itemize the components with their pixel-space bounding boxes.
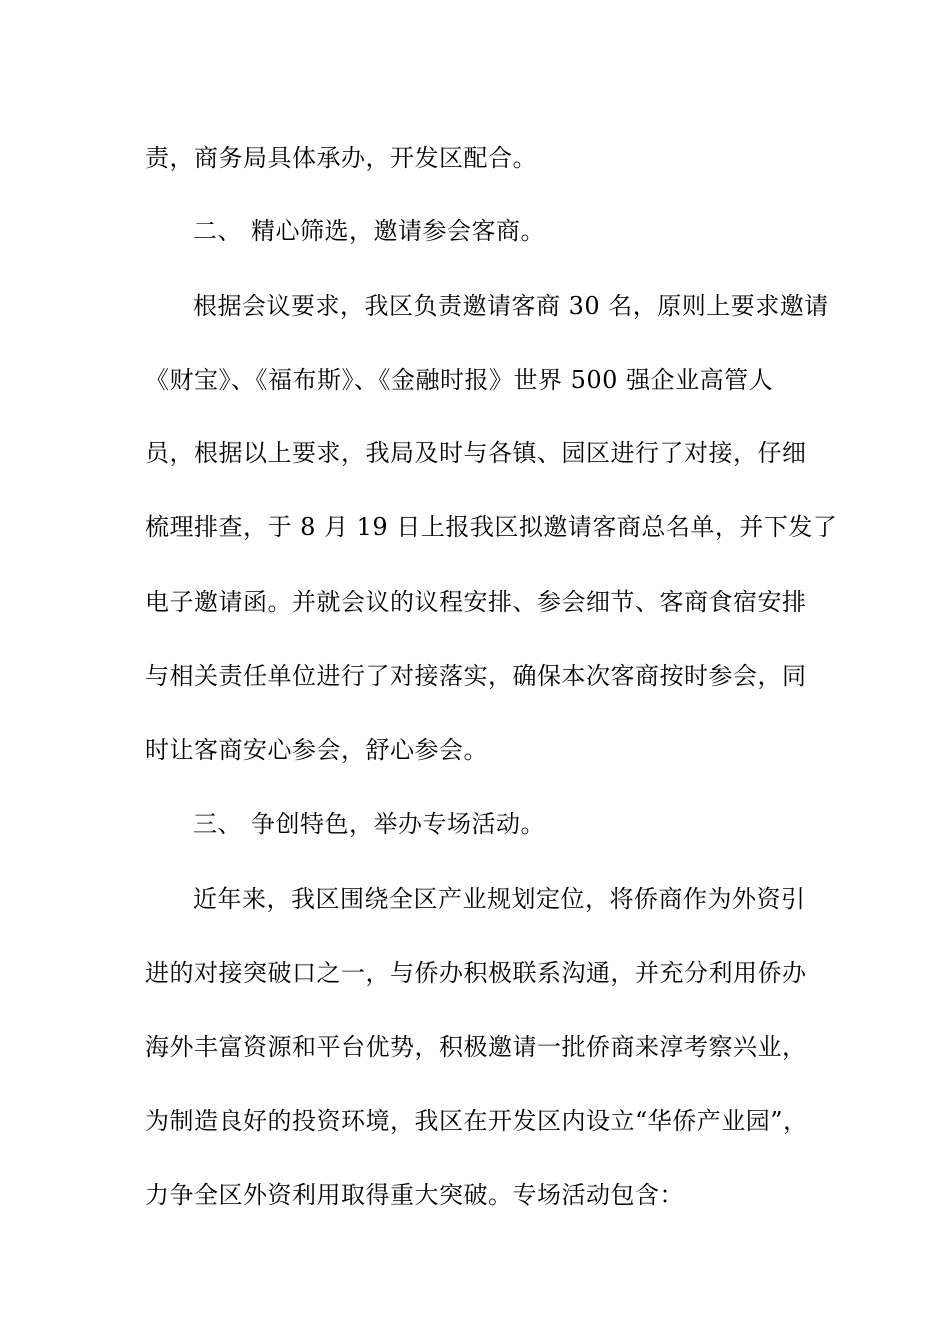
heading-text: 精心筛选，邀请参会客商。 xyxy=(251,217,545,245)
text-line: 员，根据以上要求，我局及时与各镇、园区进行了对接，仔细 xyxy=(145,439,807,467)
heading-text: 争创特色，举办专场活动。 xyxy=(251,810,545,838)
heading-number: 三、 xyxy=(193,810,242,838)
heading-number: 二、 xyxy=(193,217,242,245)
section-heading-3 xyxy=(193,808,825,840)
text-line: 进的对接突破口之一，与侨办积极联系沟通，并充分利用侨办 xyxy=(145,959,807,987)
text-line: 为制造良好的投资环境，我区在开发区内设立“华侨产业园”， xyxy=(145,1107,808,1135)
text-line: 力争全区外资利用取得重大突破。专场活动包含： xyxy=(145,1181,684,1209)
text-line: 根据会议要求，我区负责邀请客商 30 名，原则上要求邀请 xyxy=(193,292,829,320)
section-heading-2 xyxy=(193,215,825,247)
text-line: 与相关责任单位进行了对接落实，确保本次客商按时参会，同 xyxy=(145,662,807,690)
text-line: 责，商务局具体承办，开发区配合。 xyxy=(145,144,537,172)
text-line: 时让客商安心参会，舒心参会。 xyxy=(145,736,488,764)
text-line: 海外丰富资源和平台优势，积极邀请一批侨商来淳考察兴业， xyxy=(145,1033,807,1061)
text-line: 梳理排查，于 8 月 19 日上报我区拟邀请客商总名单，并下发了 xyxy=(145,513,838,541)
text-line: 《财宝》、《福布斯》、《金融时报》世界 500 强企业高管人 xyxy=(145,366,774,394)
text-line: 电子邀请函。并就会议的议程安排、参会细节、客商食宿安排 xyxy=(145,588,807,616)
text-line: 近年来，我区围绕全区产业规划定位，将侨商作为外资引 xyxy=(193,885,806,913)
